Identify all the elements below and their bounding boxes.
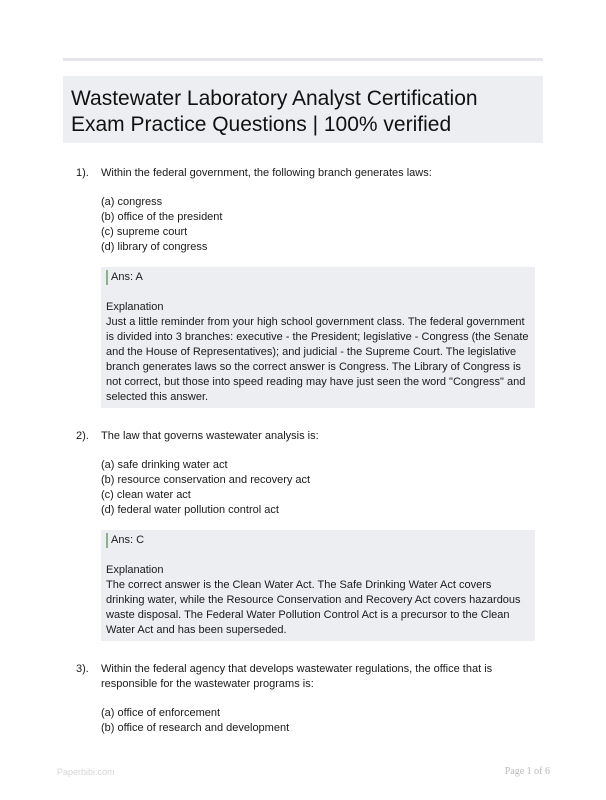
option-b: (b) office of the president [101,211,223,223]
question-3 [63,662,543,736]
document-title: Wastewater Laboratory Analyst Certification Exam Practice Questions | 100% verified [71,87,478,136]
options-list [101,706,543,736]
question-number: 1). [76,167,89,179]
answer-label: Ans: C [106,533,531,548]
options-list [101,458,543,518]
question-number: 2). [76,430,89,442]
question-number: 3). [76,663,89,675]
explanation-label: Explanation [106,301,164,313]
option-c: (c) clean water act [101,489,191,501]
answer-box [101,530,535,641]
option-a: (a) safe drinking water act [101,459,228,471]
option-a: (a) office of enforcement [101,707,221,719]
question-text: Within the federal government, the following branch generates laws: [101,167,432,179]
question-text: The law that governs wastewater analysis is: [101,430,319,442]
top-divider [63,58,543,61]
question-text: Within the federal agency that develops wastewater regulations, the office that is responsible for the wastewater programs is: [101,663,493,690]
option-d: (d) library of congress [101,241,208,253]
option-a: (a) congress [101,196,163,208]
options-list [101,195,543,255]
explanation-text: Just a little reminder from your high school government class. The federal government is divided into 3 branches: executive - the President; legislative - Congress (the Senate and the House of Representatives); and judicial - the Supreme Court. The legislative branch generates laws so the correct answer is Congress. The Library of Congress is not correct, but those into speed reading may have just seen the word "Congress" and selected this answer. [106,316,529,403]
footer-watermark: Paperbibi.com [57,767,115,777]
answer-box [101,267,535,408]
explanation-text: The correct answer is the Clean Water Act. The Safe Drinking Water Act covers drinking water, while the Resource Conservation and Recovery Act covers hazardous waste disposal. The Federal Water Pollution Control Act is a precursor to the Clean Water Act and has been superseded. [106,579,521,636]
option-b: (b) resource conservation and recovery act [101,474,311,486]
title-banner [63,76,543,143]
answer-label: Ans: A [106,270,531,285]
option-b: (b) office of research and development [101,722,290,734]
question-2 [63,429,543,641]
page-number: Page 1 of 6 [504,766,550,777]
explanation-label: Explanation [106,564,164,576]
option-d: (d) federal water pollution control act [101,504,279,516]
option-c: (c) supreme court [101,226,188,238]
question-1 [63,166,543,408]
